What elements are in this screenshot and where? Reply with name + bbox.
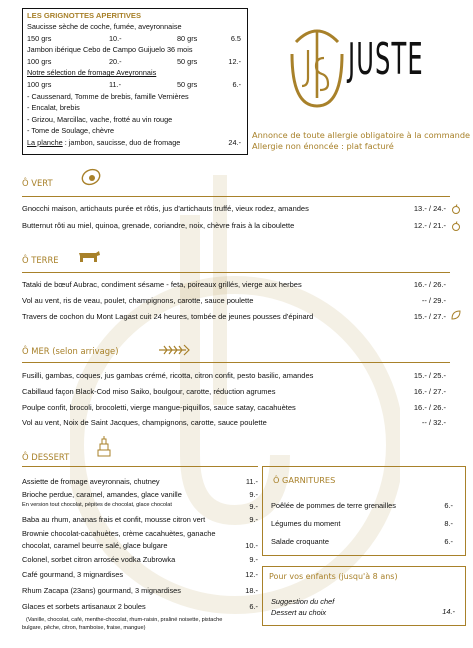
planche-price: 24.- bbox=[228, 137, 241, 147]
dessert-price: 9.- bbox=[249, 490, 258, 499]
garniture-name: Poêlée de pommes de terre grenailles bbox=[271, 501, 396, 510]
dessert-price: 18.- bbox=[245, 586, 258, 595]
dish-name: Fusilli, gambas, coques, jus gambas crémé, ricotta, citron confit, pesto basilic, amandes bbox=[22, 371, 314, 380]
garniture-name: Salade croquante bbox=[271, 537, 329, 546]
dish-row bbox=[22, 296, 450, 307]
dish-price: 12.- / 21.- bbox=[413, 221, 446, 230]
dessert-name: chocolat, caramel beurre salé, glace bulgare bbox=[22, 541, 168, 550]
dessert-name: Rhum Zacapa (23ans) gourmand, 3 mignardises bbox=[22, 586, 181, 595]
dish-price: 15.- / 27.- bbox=[413, 312, 446, 321]
dessert-price: 9.- bbox=[249, 555, 258, 564]
dish-name: Poulpe confit, brocoli, brocoletti, vierge mangue-piquillos, sauce satay, cacahuètes bbox=[22, 403, 296, 412]
section-title-dessert: Ô DESSERT bbox=[22, 452, 70, 462]
dish-row bbox=[22, 403, 450, 414]
section-rule-terre bbox=[22, 272, 450, 273]
section-title-terre: Ô TERRE bbox=[22, 255, 59, 265]
aperitif-text: - Caussenard, Tomme de brebis, famille Vernières bbox=[27, 91, 189, 101]
dessert-name: Brownie chocolat-cacahuètes, crème cacahuètes, ganache bbox=[22, 529, 216, 538]
dessert-name: En version tout chocolat, pépites de chocolat, glace chocolat bbox=[22, 502, 172, 508]
aperitif-text: - Encalat, brebis bbox=[27, 103, 80, 113]
aperitif-text: - Grizou, Marcillac, vache, frotté au vin rouge bbox=[27, 114, 173, 124]
dessert-price: 12.- bbox=[245, 570, 258, 579]
dessert-name: Brioche perdue, caramel, amandes, glace vanille bbox=[22, 490, 182, 499]
garniture-row bbox=[271, 501, 459, 510]
aperitif-col-c3: 80 grs bbox=[177, 33, 198, 43]
dessert-price: 9.- bbox=[249, 515, 258, 524]
aperitif-col-c4: 6.- bbox=[232, 79, 241, 89]
avocado-icon bbox=[80, 168, 102, 186]
dish-row bbox=[22, 371, 450, 382]
aperitif-col-c2: 11.- bbox=[109, 79, 122, 89]
garniture-name: Légumes du moment bbox=[271, 519, 341, 528]
dish-price: 15.- / 25.- bbox=[413, 371, 446, 380]
cake-icon bbox=[96, 436, 112, 458]
planche-label: La planche bbox=[27, 137, 63, 147]
dish-name: Tataki de bœuf Aubrac, condiment sésame - feta, poireaux grillés, vierge aux herbes bbox=[22, 280, 302, 289]
logo-wordmark: JUSTE bbox=[348, 34, 424, 85]
kids-line-1: Suggestion du chef bbox=[271, 597, 335, 606]
dessert-price: 9.- bbox=[249, 502, 258, 511]
dessert-name: Colonel, sorbet citron arrosée vodka Zubrowka bbox=[22, 555, 176, 564]
dessert-price: 10.- bbox=[245, 541, 258, 550]
fish-bone-icon bbox=[158, 344, 190, 356]
menu-body: Ô VERT Gnocchi maison, artichauts purée et rôtis, jus d'artichauts truffé, vieux rodez, amandes 13.- / 24.- Butternut rôti au miel, quinoa, grenade, coriandre, noix, chèvre frais à la ciboulette 12.- / 21.- Ô TERRE Tataki de bœuf Aubrac, condiment sésame - feta, poireaux grillés, vierge aux herbes 16.- / 26.- Vol au vent, ris de veau, poulet, champignons, carotte, sauce poulette -- / 29.- Travers de cochon du Mont Lagast cuit 24 heures, tombée de jeunes pousses d'épinard 15.- / 27.- Ô MER (selon arrivage) Fusilli, gambas, coques, jus gambas crémé, ricotta, citron confit, pesto basilic, amandes 15.- / 25.- Cabillaud façon Black-Cod miso Saiko, boulgour, carotte, réduction agrumes 16.- / 27.- Poulpe confit, brocoli, brocoletti, vierge mangue-piquillos, sauce satay, cacahuètes 16.- / 26.- Vol au vent, Noix de Saint Jacques, champignons, carotte, sauce poulette -- / 32.- Ô DESSERT Assiette de fromage aveyronnais, chutney 11.- Brioche perdue, caramel, amandes, glace vanille 9.- En version tout chocolat, pépites de chocolat, glace chocolat 9.- Baba au rhum, ananas frais et confit, mousse citron vert 9.- Brownie chocolat-cacahuètes, crème cacahuètes, ganache chocolat, caramel beurre salé, glace bulgare 10.- Colonel, sorbet citron arrosée vodka Zubrowka 9.- Café gourmand, 3 mignardises 12.- Rhum Zacapa (23ans) gourmand, 3 mignardises 18.- Glaces et sorbets artisanaux 2 boules 6.- (Vanille, chocolat, café, menthe-chocolat, rhum-raisin, praliné noisette, pistache bulgare, pêche, citron, framboise, fraise, mangue) bbox=[0, 0, 473, 648]
section-rule-mer bbox=[22, 362, 450, 363]
dish-price: 16.- / 26.- bbox=[413, 280, 446, 289]
dish-name: Cabillaud façon Black-Cod miso Saiko, boulgour, carotte, réduction agrumes bbox=[22, 387, 276, 396]
dessert-name: Assiette de fromage aveyronnais, chutney bbox=[22, 477, 160, 486]
aperitif-col-c3: 50 grs bbox=[177, 56, 198, 66]
dish-price: 16.- / 27.- bbox=[413, 387, 446, 396]
apple-icon bbox=[451, 204, 461, 214]
planche-desc: : jambon, saucisse, duo de fromage bbox=[62, 137, 181, 147]
dish-name: Gnocchi maison, artichauts purée et rôtis, jus d'artichauts truffé, vieux rodez, amandes bbox=[22, 204, 309, 213]
garniture-row bbox=[271, 537, 459, 546]
dish-name: Vol au vent, Noix de Saint Jacques, champignons, carotte, sauce poulette bbox=[22, 418, 267, 427]
dish-price: 16.- / 26.- bbox=[413, 403, 446, 412]
aperitif-col-c1: 100 grs bbox=[27, 79, 52, 89]
dish-row bbox=[22, 418, 450, 429]
aperitif-col-c1: 150 grs bbox=[27, 33, 52, 43]
dish-price: -- / 29.- bbox=[421, 296, 446, 305]
garniture-row bbox=[271, 519, 459, 528]
dish-row bbox=[22, 204, 450, 215]
allergy-line-2: Allergie non énoncée : plat facturé bbox=[252, 141, 394, 151]
aperitif-title: LES GRIGNOTTES APERITIVES bbox=[27, 11, 142, 20]
garnitures-box bbox=[262, 466, 466, 556]
dessert-name: Baba au rhum, ananas frais et confit, mousse citron vert bbox=[22, 515, 206, 524]
aperitif-col-c4: 12.- bbox=[228, 56, 241, 66]
dish-name: Travers de cochon du Mont Lagast cuit 24 heures, tombée de jeunes pousses d'épinard bbox=[22, 312, 314, 321]
dish-name: Butternut rôti au miel, quinoa, grenade, coriandre, noix, chèvre frais à la ciboulette bbox=[22, 221, 295, 230]
dessert-price: 11.- bbox=[245, 477, 258, 486]
dish-row bbox=[22, 312, 450, 323]
kids-line-2: Dessert au choix bbox=[271, 608, 327, 617]
aperitif-col-c4: 6.5 bbox=[230, 33, 241, 43]
dish-row bbox=[22, 387, 450, 398]
dish-name: Vol au vent, ris de veau, poulet, champignons, carotte, sauce poulette bbox=[22, 296, 254, 305]
section-rule-dessert bbox=[22, 466, 258, 467]
leaf-icon bbox=[451, 310, 461, 320]
section-title-vert: Ô VERT bbox=[22, 178, 53, 188]
garniture-price: 6.- bbox=[444, 537, 453, 546]
dish-price: 13.- / 24.- bbox=[413, 204, 446, 213]
dish-row bbox=[22, 221, 450, 232]
kids-menu-box bbox=[262, 566, 466, 626]
aperitif-text: Notre sélection de fromage Aveyronnais bbox=[27, 68, 157, 78]
aperitif-text: Saucisse sèche de coche, fumée, aveyronnaise bbox=[27, 22, 182, 31]
aperitif-col-c1: 100 grs bbox=[27, 56, 52, 66]
apple-icon bbox=[451, 221, 461, 231]
allergy-line-1: Annonce de toute allergie obligatoire à la commande bbox=[252, 130, 471, 140]
dessert-name: Glaces et sorbets artisanaux 2 boules bbox=[22, 602, 146, 611]
dish-row bbox=[22, 280, 450, 291]
aperitif-col-c2: 20.- bbox=[109, 56, 122, 66]
section-title-mer: Ô MER (selon arrivage) bbox=[22, 346, 119, 356]
aperitif-text: - Tome de Soulage, chèvre bbox=[27, 126, 115, 136]
aperitif-col-c3: 50 grs bbox=[177, 79, 198, 89]
aperitif-text: Jambon ibérique Cebo de Campo Guijuelo 36 mois bbox=[27, 45, 193, 55]
dessert-price: 6.- bbox=[249, 602, 258, 611]
garniture-price: 8.- bbox=[444, 519, 453, 528]
garniture-price: 6.- bbox=[444, 501, 453, 510]
cow-icon bbox=[76, 248, 102, 264]
dish-price: -- / 32.- bbox=[421, 418, 446, 427]
section-rule-vert bbox=[22, 196, 450, 197]
garnitures-title: Ô GARNITURES bbox=[273, 475, 336, 485]
kids-title: Pour vos enfants (jusqu'à 8 ans) bbox=[269, 572, 398, 581]
kids-price: 14.- bbox=[442, 607, 455, 616]
aperitif-col-c2: 10.- bbox=[109, 33, 122, 43]
dessert-name: Café gourmand, 3 mignardises bbox=[22, 570, 124, 579]
